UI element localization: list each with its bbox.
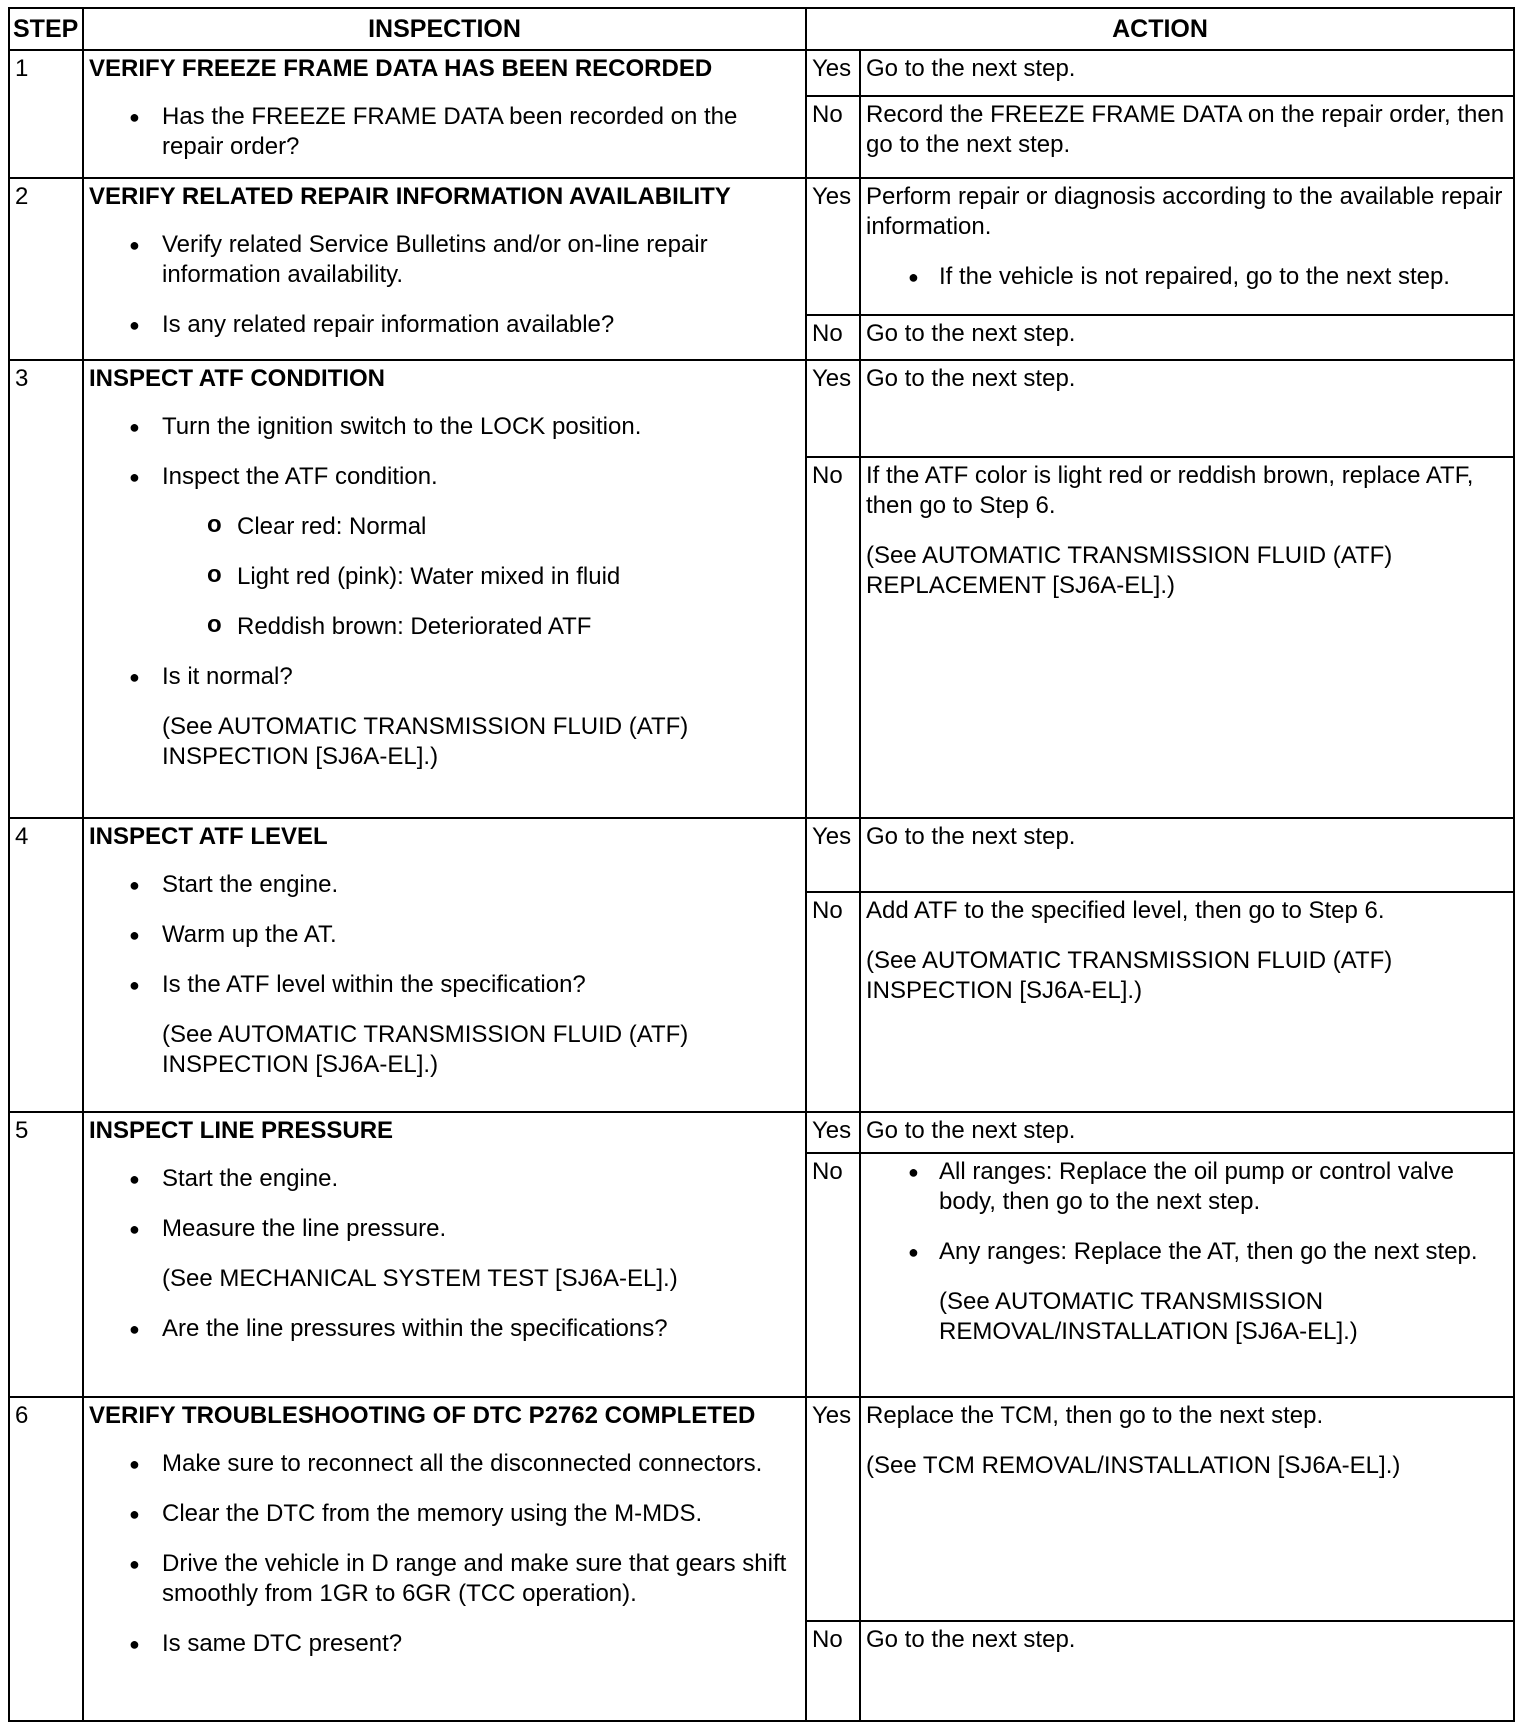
step-6-yes-row bbox=[9, 1397, 1514, 1621]
step-4-yes-label: Yes bbox=[806, 818, 860, 892]
step-5-bullet-3: ● Are the line pressures within the specifications? bbox=[89, 1314, 800, 1344]
step-5-bullet-1: ● Start the engine. bbox=[89, 1164, 800, 1194]
step-4-no-label: No bbox=[806, 892, 860, 1112]
step-2-no-label: No bbox=[806, 315, 860, 360]
step-2-inspection bbox=[83, 178, 806, 360]
step-3-yes-action bbox=[860, 360, 1514, 457]
step-4-bullet-2: ● Warm up the AT. bbox=[89, 920, 800, 950]
step-2-number: 2 bbox=[9, 178, 83, 360]
step-1-yes-action bbox=[860, 50, 1514, 96]
step-3-inspection bbox=[83, 360, 806, 818]
step-3-sub-bullet-3: o Reddish brown: Deteriorated ATF bbox=[89, 612, 800, 642]
step-5-yes-row bbox=[9, 1112, 1514, 1153]
step-2-bullet-1: ● Verify related Service Bulletins and/or on-line repair information availability. bbox=[89, 230, 800, 290]
step-4-no-action bbox=[860, 892, 1514, 1112]
step-5-title: INSPECT LINE PRESSURE bbox=[89, 1117, 394, 1144]
step-6-bullet-3: ● Drive the vehicle in D range and make sure that gears shift smoothly from 1GR to 6GR (TCC operation). bbox=[89, 1549, 800, 1609]
step-6-bullet-2: ● Clear the DTC from the memory using the M-MDS. bbox=[89, 1499, 800, 1529]
step-4-bullet-3: ● Is the ATF level within the specification? bbox=[89, 970, 800, 1000]
step-6-inspection bbox=[83, 1397, 806, 1721]
step-5-number: 5 bbox=[9, 1112, 83, 1397]
step-3-number: 3 bbox=[9, 360, 83, 818]
step-3-no-text: If the ATF color is light red or reddish brown, replace ATF, then go to Step 6. bbox=[866, 462, 1474, 519]
step-4-number: 4 bbox=[9, 818, 83, 1112]
step-6-yes-text: Replace the TCM, then go to the next step. bbox=[866, 1402, 1324, 1429]
step-5-reference-note: (See MECHANICAL SYSTEM TEST [SJ6A-EL].) bbox=[162, 1265, 678, 1292]
step-4-yes-row bbox=[9, 818, 1514, 892]
step-3-bullet-2: ● Inspect the ATF condition. bbox=[89, 462, 800, 492]
step-1-number: 1 bbox=[9, 50, 83, 178]
step-5-no-label: No bbox=[806, 1153, 860, 1397]
header-step: STEP bbox=[9, 8, 83, 50]
step-1-no-text: Record the FREEZE FRAME DATA on the repair order, then go to the next step. bbox=[866, 101, 1505, 158]
step-6-no-text: Go to the next step. bbox=[866, 1626, 1076, 1653]
step-3-no-reference: (See AUTOMATIC TRANSMISSION FLUID (ATF) REPLACEMENT [SJ6A-EL].) bbox=[866, 542, 1393, 599]
step-1-bullet-1: ● Has the FREEZE FRAME DATA been recorded on the repair order? bbox=[89, 102, 800, 162]
step-2-yes-text: Perform repair or diagnosis according to the available repair information. bbox=[866, 183, 1503, 240]
step-4-title: INSPECT ATF LEVEL bbox=[89, 823, 328, 850]
step-5-no-bullet-2: ● Any ranges: Replace the AT, then go the next step. bbox=[866, 1237, 1508, 1267]
step-6-yes-action bbox=[860, 1397, 1514, 1621]
step-3-bullet-3: ● Is it normal? bbox=[89, 662, 800, 692]
step-5-no-action bbox=[860, 1153, 1514, 1397]
step-3-yes-label: Yes bbox=[806, 360, 860, 457]
step-4-no-reference: (See AUTOMATIC TRANSMISSION FLUID (ATF) INSPECTION [SJ6A-EL].) bbox=[866, 947, 1393, 1004]
step-1-inspection bbox=[83, 50, 806, 178]
step-6-no-label: No bbox=[806, 1621, 860, 1721]
step-2-title: VERIFY RELATED REPAIR INFORMATION AVAILABILITY bbox=[89, 183, 731, 210]
step-3-sub-bullet-1: o Clear red: Normal bbox=[89, 512, 800, 542]
step-3-reference-note: (See AUTOMATIC TRANSMISSION FLUID (ATF) INSPECTION [SJ6A-EL].) bbox=[162, 713, 689, 770]
step-4-no-text: Add ATF to the specified level, then go to Step 6. bbox=[866, 897, 1385, 924]
step-2-yes-label: Yes bbox=[806, 178, 860, 315]
step-3-sub-bullet-2: o Light red (pink): Water mixed in fluid bbox=[89, 562, 800, 592]
step-1-title: VERIFY FREEZE FRAME DATA HAS BEEN RECORDED bbox=[89, 55, 713, 82]
step-3-yes-row bbox=[9, 360, 1514, 457]
step-6-number: 6 bbox=[9, 1397, 83, 1721]
step-2-no-text: Go to the next step. bbox=[866, 320, 1076, 347]
step-3-yes-text: Go to the next step. bbox=[866, 365, 1076, 392]
step-1-yes-text: Go to the next step. bbox=[866, 55, 1076, 82]
step-6-title: VERIFY TROUBLESHOOTING OF DTC P2762 COMPLETED bbox=[89, 1402, 756, 1429]
step-5-yes-action bbox=[860, 1112, 1514, 1153]
header-action: ACTION bbox=[806, 8, 1514, 50]
step-5-yes-text: Go to the next step. bbox=[866, 1117, 1076, 1144]
step-5-no-reference: (See AUTOMATIC TRANSMISSION REMOVAL/INSTALLATION [SJ6A-EL].) bbox=[939, 1288, 1358, 1345]
step-3-title: INSPECT ATF CONDITION bbox=[89, 365, 385, 392]
step-3-bullet-1: ● Turn the ignition switch to the LOCK position. bbox=[89, 412, 800, 442]
step-4-reference-note: (See AUTOMATIC TRANSMISSION FLUID (ATF) INSPECTION [SJ6A-EL].) bbox=[162, 1021, 689, 1078]
step-1-yes-label: Yes bbox=[806, 50, 860, 96]
step-6-no-action bbox=[860, 1621, 1514, 1721]
header-inspection: INSPECTION bbox=[83, 8, 806, 50]
step-3-no-label: No bbox=[806, 457, 860, 818]
step-4-yes-text: Go to the next step. bbox=[866, 823, 1076, 850]
step-4-bullet-1: ● Start the engine. bbox=[89, 870, 800, 900]
step-2-yes-bullet: ● If the vehicle is not repaired, go to the next step. bbox=[866, 262, 1508, 292]
step-6-yes-label: Yes bbox=[806, 1397, 860, 1621]
step-4-yes-action bbox=[860, 818, 1514, 892]
table-header-row bbox=[9, 8, 1514, 50]
step-1-no-action bbox=[860, 96, 1514, 178]
step-2-bullet-2: ● Is any related repair information available? bbox=[89, 310, 800, 340]
step-2-yes-action bbox=[860, 178, 1514, 315]
step-6-yes-reference: (See TCM REMOVAL/INSTALLATION [SJ6A-EL].) bbox=[866, 1452, 1401, 1479]
step-5-yes-label: Yes bbox=[806, 1112, 860, 1153]
step-1-yes-row bbox=[9, 50, 1514, 96]
diagnostic-table bbox=[8, 7, 1515, 1722]
step-6-bullet-4: ● Is same DTC present? bbox=[89, 1629, 800, 1659]
step-1-no-label: No bbox=[806, 96, 860, 178]
step-5-no-bullet-1: ● All ranges: Replace the oil pump or control valve body, then go to the next step. bbox=[866, 1157, 1508, 1217]
step-5-bullet-2: ● Measure the line pressure. bbox=[89, 1214, 800, 1244]
step-2-no-action bbox=[860, 315, 1514, 360]
step-6-bullet-1: ● Make sure to reconnect all the disconnected connectors. bbox=[89, 1449, 800, 1479]
step-5-inspection bbox=[83, 1112, 806, 1397]
step-4-inspection bbox=[83, 818, 806, 1112]
step-2-yes-row bbox=[9, 178, 1514, 315]
diagnostic-procedure-sheet bbox=[8, 7, 1513, 1722]
step-3-no-action bbox=[860, 457, 1514, 818]
